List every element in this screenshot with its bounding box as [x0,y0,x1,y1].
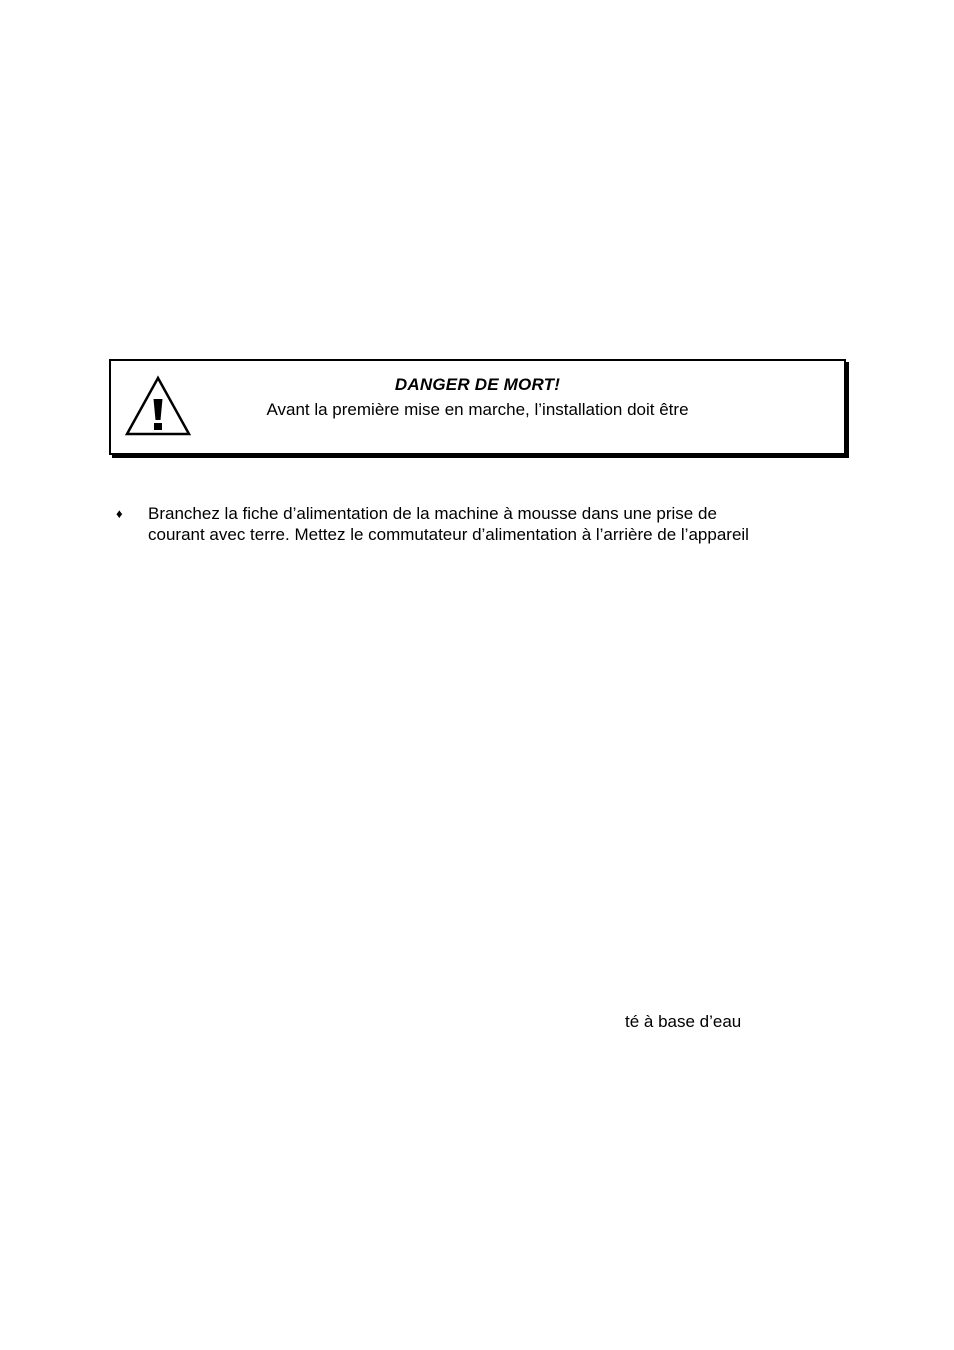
danger-warning-box [109,359,846,455]
diamond-bullet-icon: ♦ [116,506,123,521]
warning-text: Avant la première mise en marche, l’installation doit être [266,400,689,419]
warning-title: DANGER DE MORT! [394,375,561,394]
text-fragment: té à base d’eau [625,1012,742,1031]
instruction-line-1: Branchez la fiche d’alimentation de la machine à mousse dans une prise de [148,504,717,523]
instruction-line-2: courant avec terre. Mettez le commutateur d’alimentation à l’arrière de l’appareil [148,525,749,544]
